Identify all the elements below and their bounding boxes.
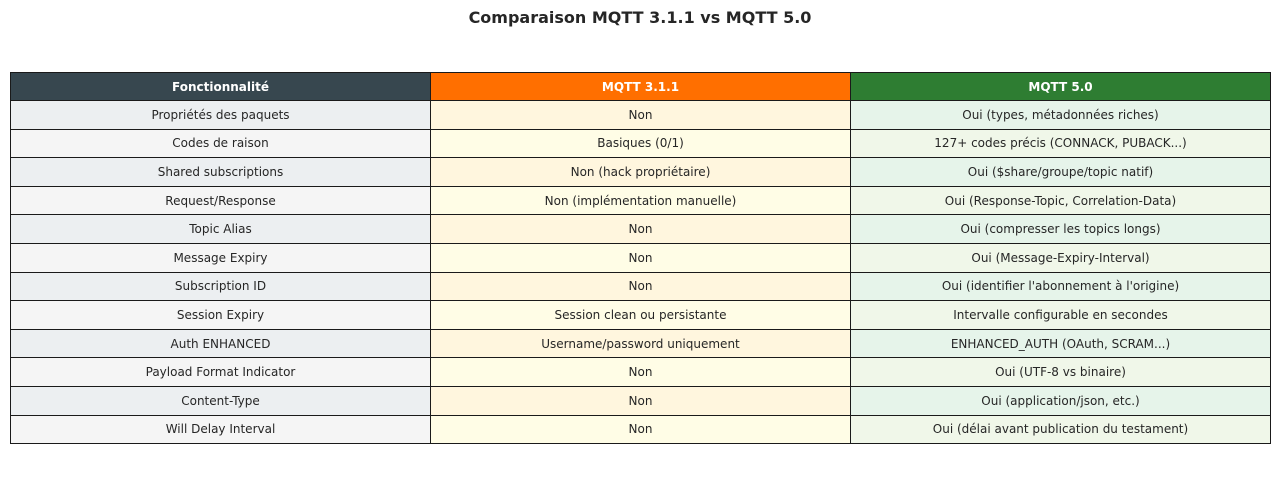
table-cell-mqtt311: Non (hack propriétaire) — [431, 158, 851, 187]
table-cell-feature: Propriétés des paquets — [11, 101, 431, 130]
table-row — [11, 243, 1271, 272]
table-cell-feature: Codes de raison — [11, 129, 431, 158]
table-row — [11, 358, 1271, 387]
table-row — [11, 301, 1271, 330]
table-cell-mqtt5: Oui (types, métadonnées riches) — [851, 101, 1271, 130]
table-cell-mqtt311: Non — [431, 386, 851, 415]
table-cell-mqtt5: Intervalle configurable en secondes — [851, 301, 1271, 330]
table-row — [11, 186, 1271, 215]
table-cell-feature: Shared subscriptions — [11, 158, 431, 187]
table-cell-mqtt5: ENHANCED_AUTH (OAuth, SCRAM...) — [851, 329, 1271, 358]
table-cell-mqtt311: Non (implémentation manuelle) — [431, 186, 851, 215]
table-cell-mqtt5: Oui (délai avant publication du testament) — [851, 415, 1271, 444]
table-header-row — [11, 73, 1271, 101]
table-cell-mqtt311: Non — [431, 415, 851, 444]
table-row — [11, 215, 1271, 244]
table-cell-feature: Will Delay Interval — [11, 415, 431, 444]
table-cell-feature: Message Expiry — [11, 243, 431, 272]
table-row — [11, 386, 1271, 415]
header-cell-mqtt311: MQTT 3.1.1 — [431, 73, 851, 101]
table-row — [11, 415, 1271, 444]
table-cell-mqtt5: Oui ($share/groupe/topic natif) — [851, 158, 1271, 187]
table-cell-mqtt311: Non — [431, 101, 851, 130]
table-cell-mqtt5: Oui (UTF-8 vs binaire) — [851, 358, 1271, 387]
comparison-table — [10, 72, 1271, 444]
chart-title: Comparaison MQTT 3.1.1 vs MQTT 5.0 — [468, 8, 812, 27]
table-cell-mqtt5: Oui (identifier l'abonnement à l'origine) — [851, 272, 1271, 301]
header-cell-feature: Fonctionnalité — [11, 73, 431, 101]
table-row — [11, 272, 1271, 301]
table-cell-mqtt5: Oui (Message-Expiry-Interval) — [851, 243, 1271, 272]
table-cell-mqtt5: 127+ codes précis (CONNACK, PUBACK...) — [851, 129, 1271, 158]
table-cell-feature: Session Expiry — [11, 301, 431, 330]
table-cell-feature: Auth ENHANCED — [11, 329, 431, 358]
header-cell-mqtt5: MQTT 5.0 — [851, 73, 1271, 101]
table-row — [11, 158, 1271, 187]
table-cell-mqtt311: Username/password uniquement — [431, 329, 851, 358]
table-cell-mqtt311: Non — [431, 358, 851, 387]
table-row — [11, 329, 1271, 358]
table-cell-mqtt5: Oui (Response-Topic, Correlation-Data) — [851, 186, 1271, 215]
table-cell-feature: Subscription ID — [11, 272, 431, 301]
table-cell-mqtt311: Basiques (0/1) — [431, 129, 851, 158]
table-cell-feature: Request/Response — [11, 186, 431, 215]
table-cell-mqtt311: Non — [431, 272, 851, 301]
table-body — [11, 101, 1271, 444]
table-cell-mqtt5: Oui (compresser les topics longs) — [851, 215, 1271, 244]
table-cell-feature: Topic Alias — [11, 215, 431, 244]
table-cell-mqtt311: Non — [431, 243, 851, 272]
table-cell-mqtt5: Oui (application/json, etc.) — [851, 386, 1271, 415]
table-cell-feature: Content-Type — [11, 386, 431, 415]
table-row — [11, 129, 1271, 158]
table-cell-mqtt311: Session clean ou persistante — [431, 301, 851, 330]
table-row — [11, 101, 1271, 130]
table-cell-feature: Payload Format Indicator — [11, 358, 431, 387]
table-cell-mqtt311: Non — [431, 215, 851, 244]
